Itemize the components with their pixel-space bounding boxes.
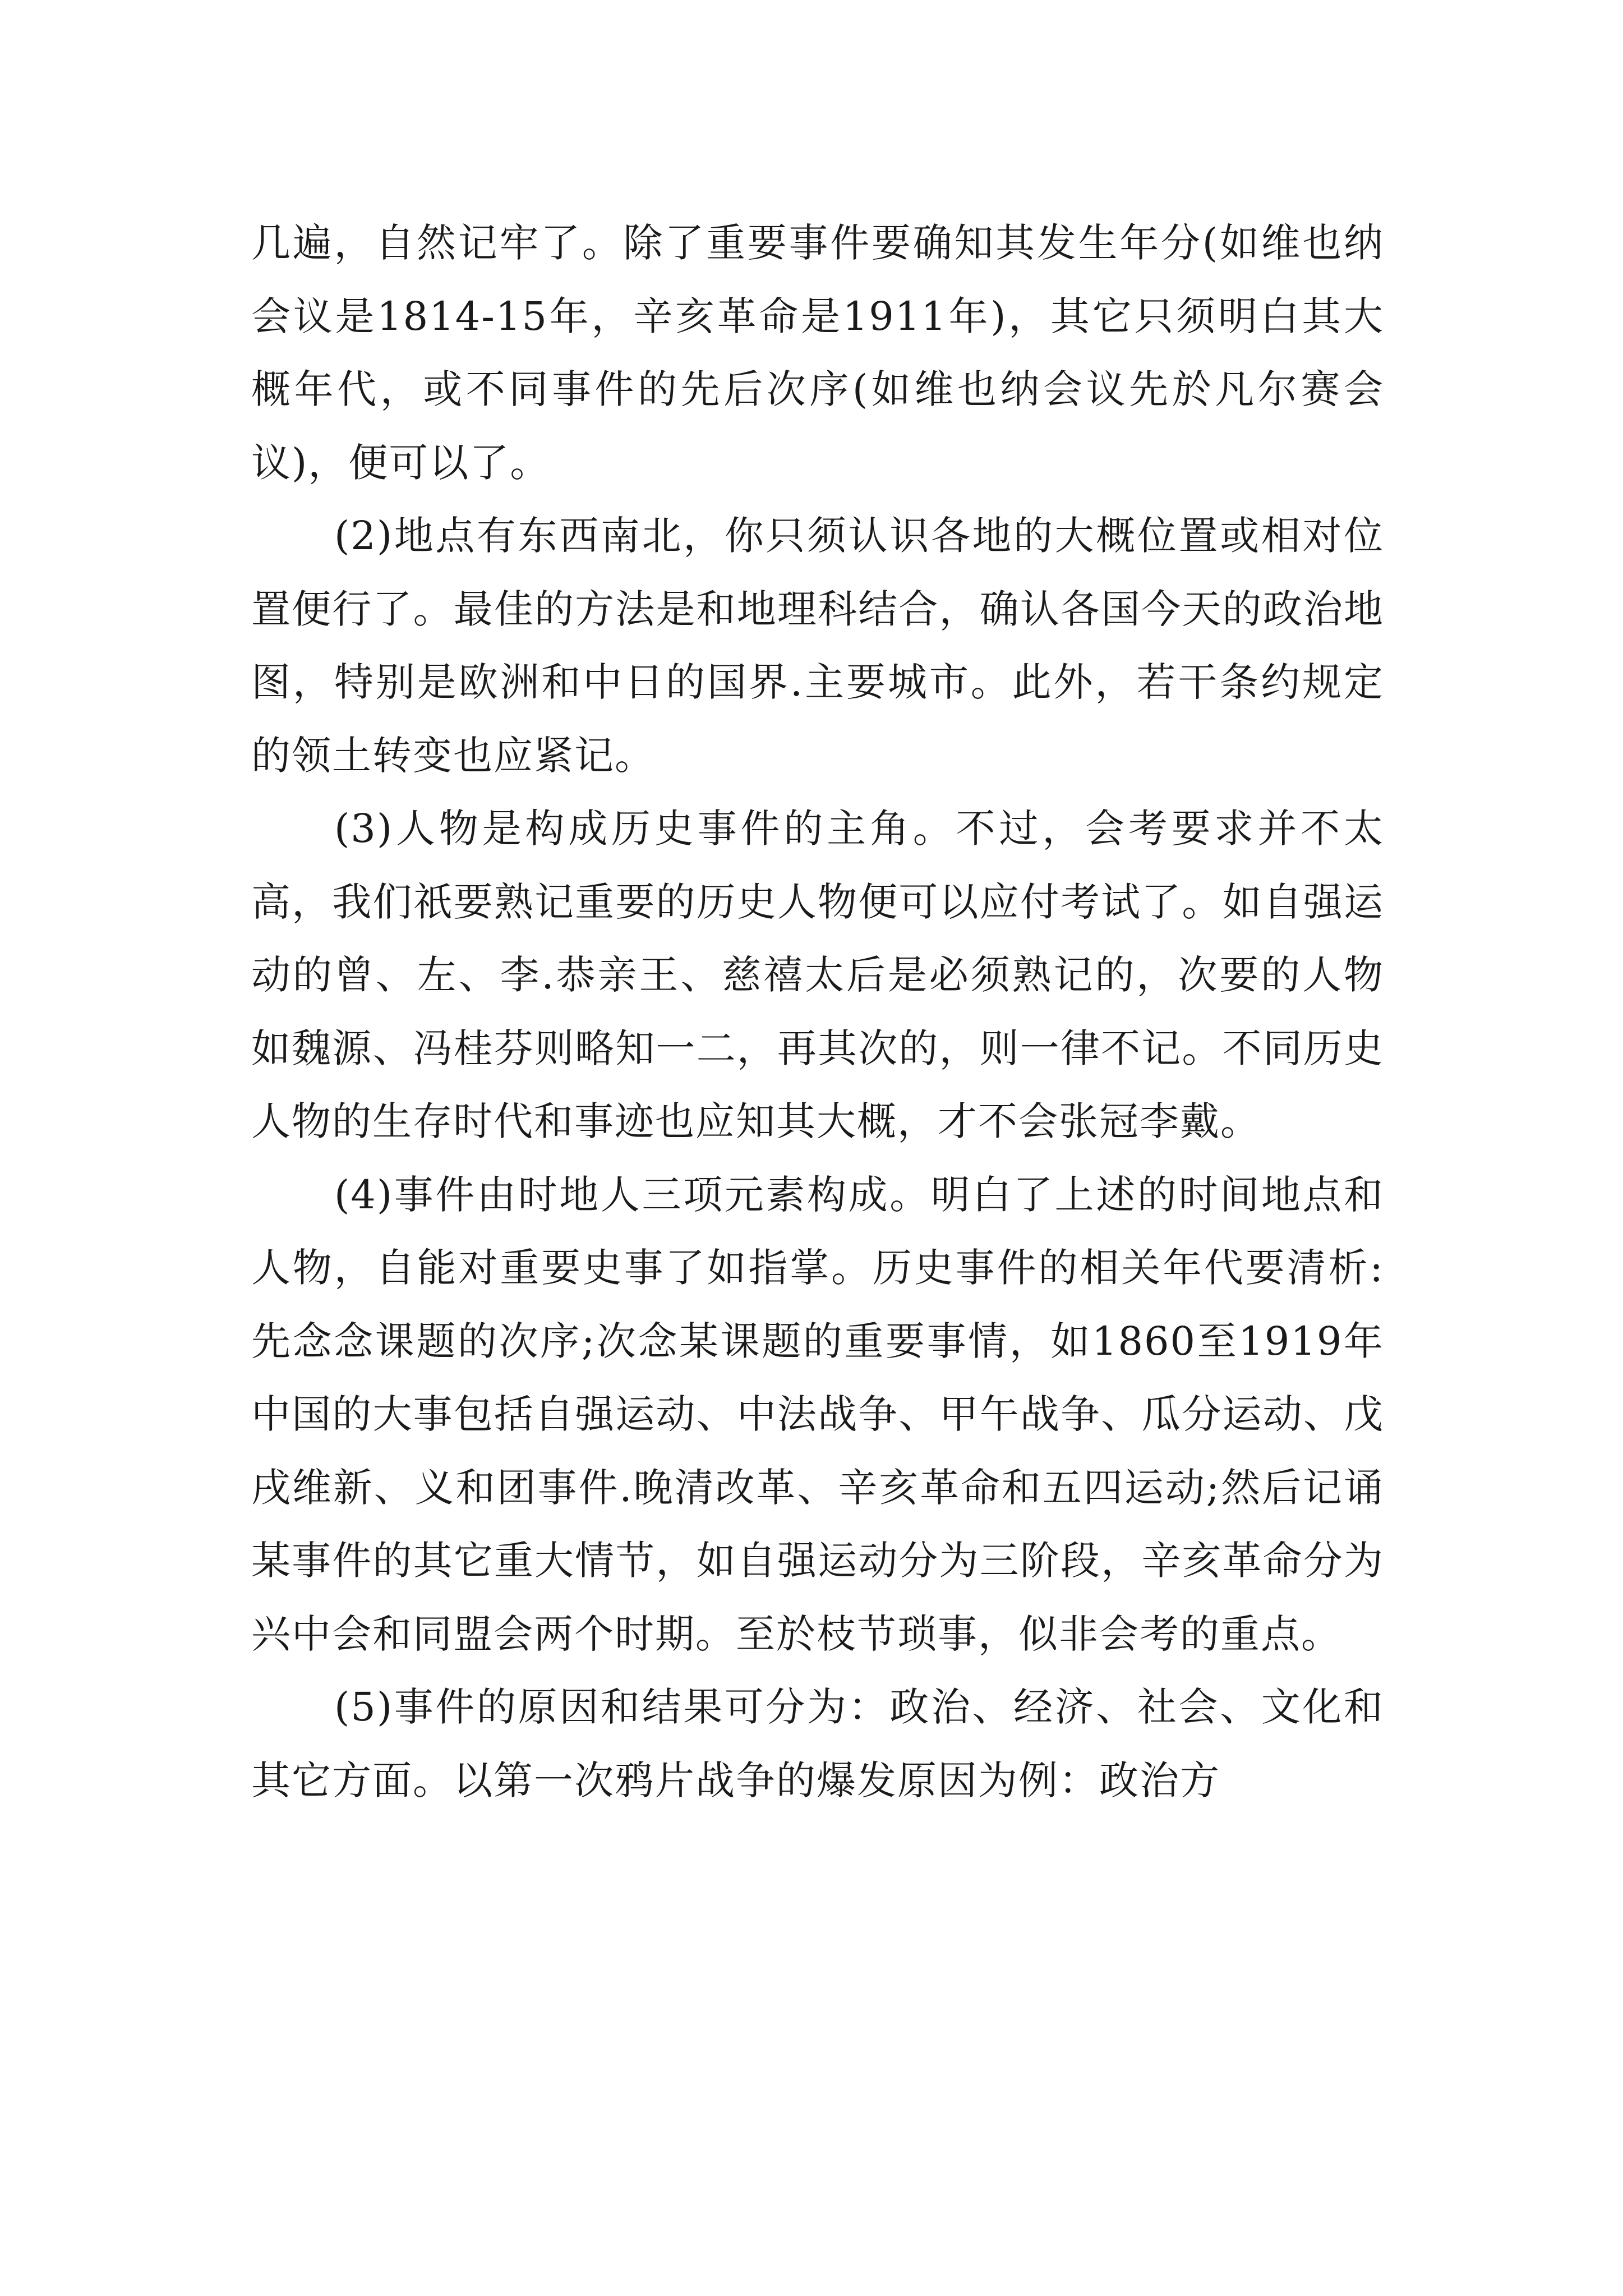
paragraph-4: (4)事件由时地人三项元素构成。明白了上述的时间地点和人物，自能对重要史事了如指掌。历史事件的相关年代要清析:先念念课题的次序;次念某课题的重要事情，如1860至1919年中国的大事包括自强运动、中法战争、甲午战争、瓜分运动、戊戌维新、义和团事件.晚清改革、辛亥革命和五四运动;然后记诵某事件的其它重大情节，如自强运动分为三阶段，辛亥革命分为兴中会和同盟会两个时期。至於枝节琐事，似非会考的重点。	[251, 1171, 1384, 1657]
paragraph-3: (3)人物是构成历史事件的主角。不过，会考要求并不太高，我们祇要熟记重要的历史人物便可以应付考试了。如自强运动的曾、左、李.恭亲王、慈禧太后是必须熟记的，次要的人物如魏源、冯桂芬则略知一二，再其次的，则一律不记。不同历史人物的生存时代和事迹也应知其大概，才不会张冠李戴。	[251, 806, 1384, 1144]
body-text	[251, 206, 1384, 1817]
paragraph-5: (5)事件的原因和结果可分为：政治、经济、社会、文化和其它方面。以第一次鸦片战争的爆发原因为例：政治方	[251, 1684, 1384, 1803]
paragraph-1: 几遍，自然记牢了。除了重要事件要确知其发生年分(如维也纳会议是1814-15年，辛亥革命是1911年)，其它只须明白其大概年代，或不同事件的先后次序(如维也纳会议先於凡尔赛会议)，便可以了。	[251, 220, 1384, 486]
paragraph-2: (2)地点有东西南北，你只须认识各地的大概位置或相对位置便行了。最佳的方法是和地理科结合，确认各国今天的政治地图，特别是欧洲和中日的国界.主要城市。此外，若干条约规定的领土转变也应紧记。	[251, 513, 1384, 779]
